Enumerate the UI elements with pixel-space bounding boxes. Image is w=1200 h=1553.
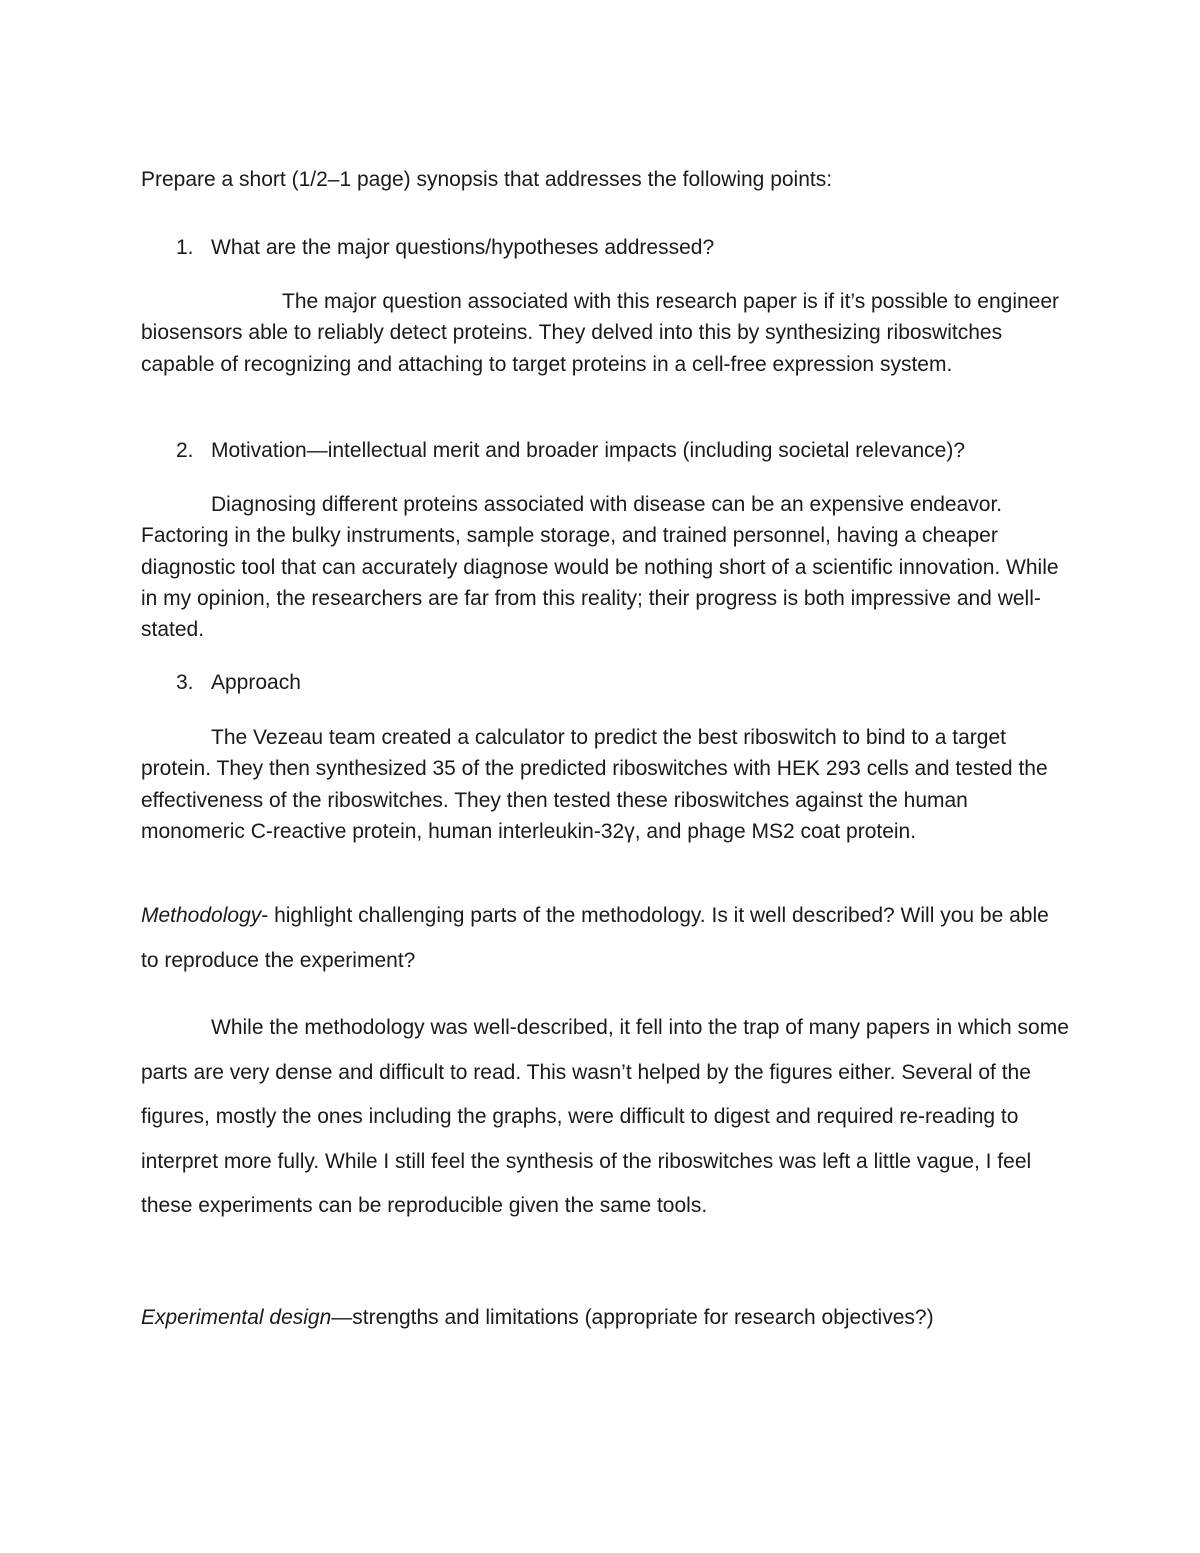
list-question: What are the major questions/hypotheses addressed? bbox=[211, 236, 715, 259]
intro-instruction: Prepare a short (1/2–1 page) synopsis that addresses the following points: bbox=[141, 168, 833, 191]
experimental-design-label: Experimental design bbox=[141, 1306, 332, 1329]
methodology-label: Methodology bbox=[141, 904, 262, 927]
list-question: Motivation—intellectual merit and broader impacts (including societal relevance)? bbox=[211, 439, 966, 462]
methodology-prompt-text: - highlight challenging parts of the methodology. Is it well described? Will you be able to reproduce the experiment? bbox=[141, 904, 1049, 972]
list-question: Approach bbox=[211, 671, 301, 694]
list-number: 3. bbox=[176, 671, 194, 694]
list-number: 2. bbox=[176, 439, 194, 462]
experimental-design-prompt bbox=[141, 1302, 934, 1333]
methodology-prompt bbox=[141, 894, 1071, 983]
answer-approach: The Vezeau team created a calculator to predict the best riboswitch to bind to a target protein. They then synthesized 35 of the predicted riboswitches with HEK 293 cells and tested the effectiveness of the riboswitches. They then tested these riboswitches against the human monomeric C-reactive protein, human interleukin-32γ, and phage MS2 coat protein. bbox=[141, 726, 1048, 843]
answer-motivation: Diagnosing different proteins associated with disease can be an expensive endeavor. Factoring in the bulky instruments, sample storage, and trained personnel, having a cheaper diagnostic tool that can accurately diagnose would be nothing short of a scientific innovation. While in my opinion, the researchers are far from this reality; their progress is both impressive and well-stated. bbox=[141, 493, 1059, 642]
answer-questions: The major question associated with this research paper is if it’s possible to engineer biosensors able to reliably detect proteins. They delved into this by synthesizing riboswitches capable of recognizing and attaching to target proteins in a cell-free expression system. bbox=[141, 290, 1060, 376]
experimental-design-prompt-text: —strengths and limitations (appropriate for research objectives?) bbox=[331, 1306, 934, 1329]
answer-methodology: While the methodology was well-described, it fell into the trap of many papers in which some parts are very dense and difficult to read. This wasn’t helped by the figures either. Several of the figures, mostly the ones including the graphs, were difficult to digest and required re-reading to interpret more fully. While I still feel the synthesis of the riboswitches was left a little vague, I feel these experiments can be reproducible given the same tools. bbox=[141, 1016, 1069, 1217]
list-number: 1. bbox=[176, 236, 194, 259]
